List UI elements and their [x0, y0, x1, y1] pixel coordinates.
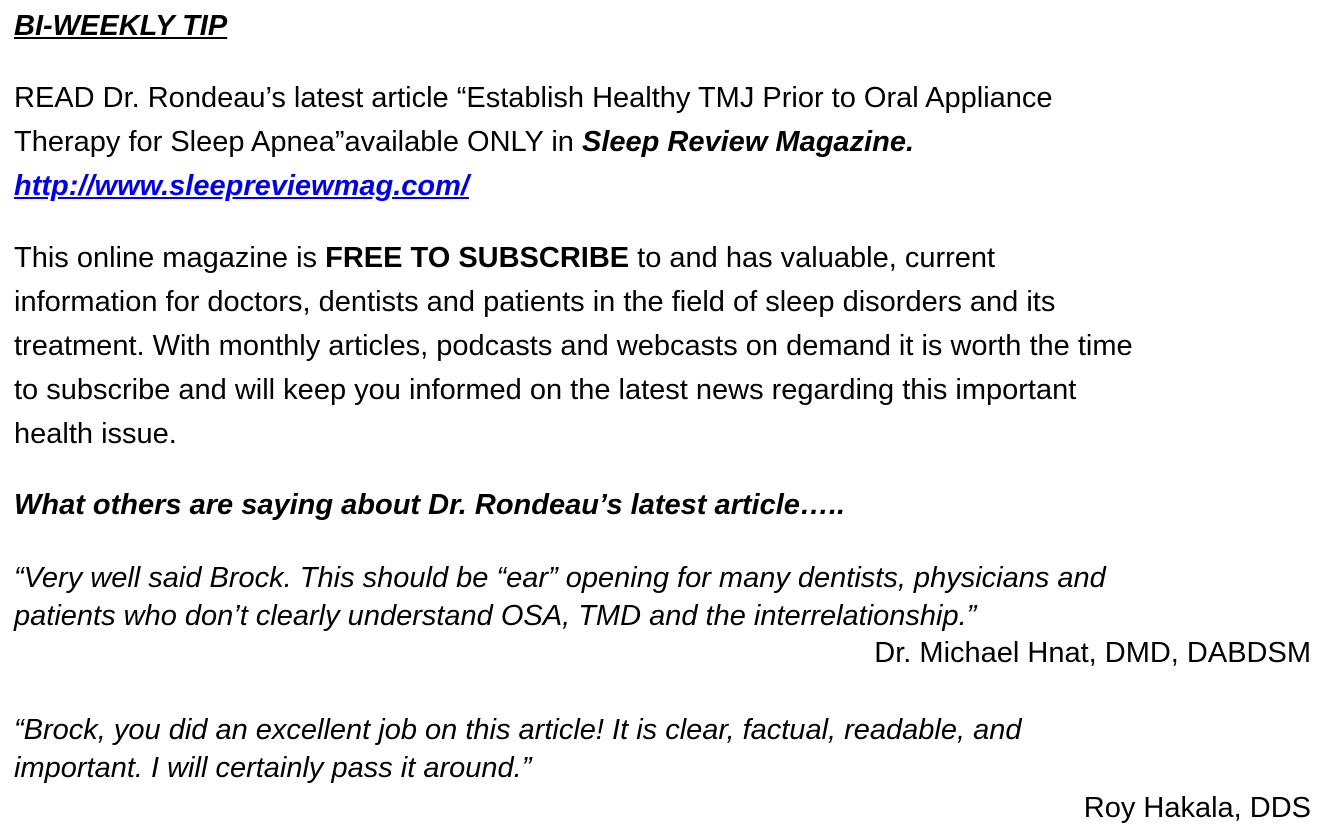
page-title: BI-WEEKLY TIP: [14, 10, 228, 42]
article-paragraph: [14, 76, 1053, 208]
article-line-1: READ Dr. Rondeau’s latest article “Establish Healthy TMJ Prior to Oral Appliance: [14, 82, 1053, 114]
description-line-4: to subscribe and will keep you informed on the latest news regarding this important: [14, 374, 1077, 406]
article-line-2-text: Therapy for Sleep Apnea”available ONLY in: [14, 126, 582, 158]
magazine-name: Sleep Review Magazine.: [582, 126, 915, 158]
testimonial-2-line-2: important. I will certainly pass it around.”: [14, 752, 532, 784]
free-subscribe-text: FREE TO SUBSCRIBE: [325, 242, 630, 274]
testimonial-quote: [14, 711, 1022, 787]
testimonials-heading: What others are saying about Dr. Rondeau’s latest article…..: [14, 489, 846, 521]
description-line-2: information for doctors, dentists and patients in the field of sleep disorders and its: [14, 286, 1056, 318]
testimonial-2-line-1: “Brock, you did an excellent job on this article! It is clear, factual, readable, and: [14, 714, 1022, 746]
testimonial-quote: [14, 559, 1106, 635]
description-text-after: to and has valuable, current: [629, 242, 996, 274]
testimonial-author: Roy Hakala, DDS: [1083, 792, 1311, 824]
description-paragraph: [14, 236, 1133, 456]
description-line-5: health issue.: [14, 418, 177, 450]
testimonial-1-line-1: “Very well said Brock. This should be “ear” opening for many dentists, physicians and: [14, 562, 1106, 594]
article-link-line: [14, 164, 1053, 208]
magazine-link[interactable]: http://www.sleepreviewmag.com/: [14, 170, 469, 202]
article-line-2: [14, 120, 1053, 164]
description-line-3: treatment. With monthly articles, podcasts and webcasts on demand it is worth the time: [14, 330, 1133, 362]
description-line-1: [14, 236, 1133, 280]
testimonial-1-line-2: patients who don’t clearly understand OSA, TMD and the interrelationship.”: [14, 600, 977, 632]
description-text-before: This online magazine is: [14, 242, 326, 274]
testimonial-author: Dr. Michael Hnat, DMD, DABDSM: [874, 637, 1311, 669]
